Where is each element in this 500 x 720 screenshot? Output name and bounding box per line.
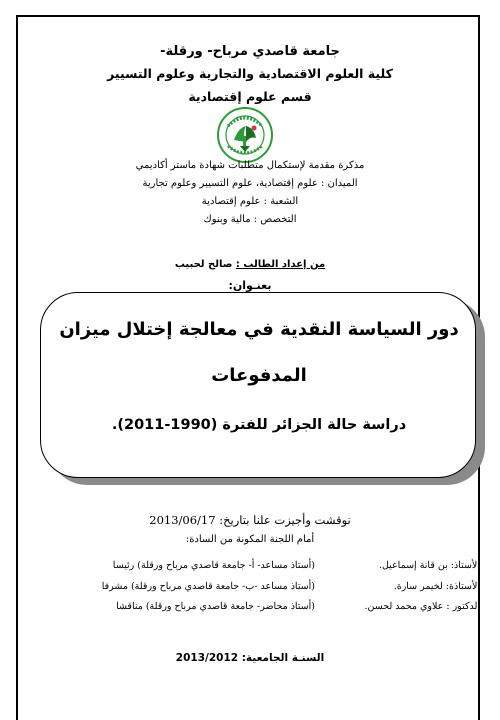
academic-year: السنـة الجامعية: 2013/2012	[175, 652, 325, 664]
defense-date: نوقشت وأجيزت علنا بتاريخ: 2013/06/17	[149, 513, 351, 527]
degree-statement: مذكرة مقدمة لإستكمال متطلبات شهادة ماستر أكاديمي	[135, 160, 365, 171]
student-name: صالح لحبيب	[174, 259, 233, 270]
committee-member-name: الأستاذ: بن قانة إسماعيل.	[378, 560, 480, 571]
subject-label: بعنـوان:	[228, 279, 272, 292]
title-line-1: دور السياسة النقدية في معالجة إختلال ميزان	[59, 319, 459, 340]
prepared-by-label: من إعداد الطالب :	[235, 259, 326, 270]
title-line-2: المدفوعات	[211, 365, 307, 386]
university-seal-icon	[216, 106, 274, 164]
committee-member-name: الأستاذة: لخيمر سارة.	[393, 581, 480, 592]
committee-member-role: (أستاذ مساعد -ب- جامعة قاصدي مرباح ورقلة) مشرفا	[101, 581, 315, 592]
committee-row	[30, 581, 480, 597]
department-name: قسم علوم إقتصادية	[188, 89, 312, 104]
specialty-line: التخصص : مالية وبنوك	[203, 214, 297, 225]
title-box	[40, 292, 476, 478]
faculty-name: كلية العلوم الاقتصادية والتجارية وعلوم التسيير	[107, 66, 393, 81]
field-line: الميدان : علوم إقتصادية، علوم التسيير وعلوم تجارية	[142, 178, 358, 189]
committee-row	[30, 601, 480, 617]
prepared-by	[0, 259, 500, 270]
committee-member-role: (أستاذ محاضر- جامعة قاصدي مرباح ورقلة) مناقشا	[116, 601, 315, 612]
case-study-subtitle: دراسة حالة الجزائر للفترة (1990-2011).	[111, 417, 407, 433]
branch-line: الشعبة : علوم إقتصادية	[201, 196, 299, 207]
committee-row	[30, 560, 480, 576]
committee-member-name: الدكتور : علاوي محمد لحسن.	[364, 601, 480, 612]
university-name: جامعة قاصدي مرباح- ورقلة-	[160, 44, 340, 59]
committee-member-role: (أستاذ مساعد- أ- جامعة قاصدي مرباح ورقلة) رئيسا	[112, 560, 315, 571]
committee-intro: أمام اللجنة المكونة من السادة:	[185, 534, 315, 545]
